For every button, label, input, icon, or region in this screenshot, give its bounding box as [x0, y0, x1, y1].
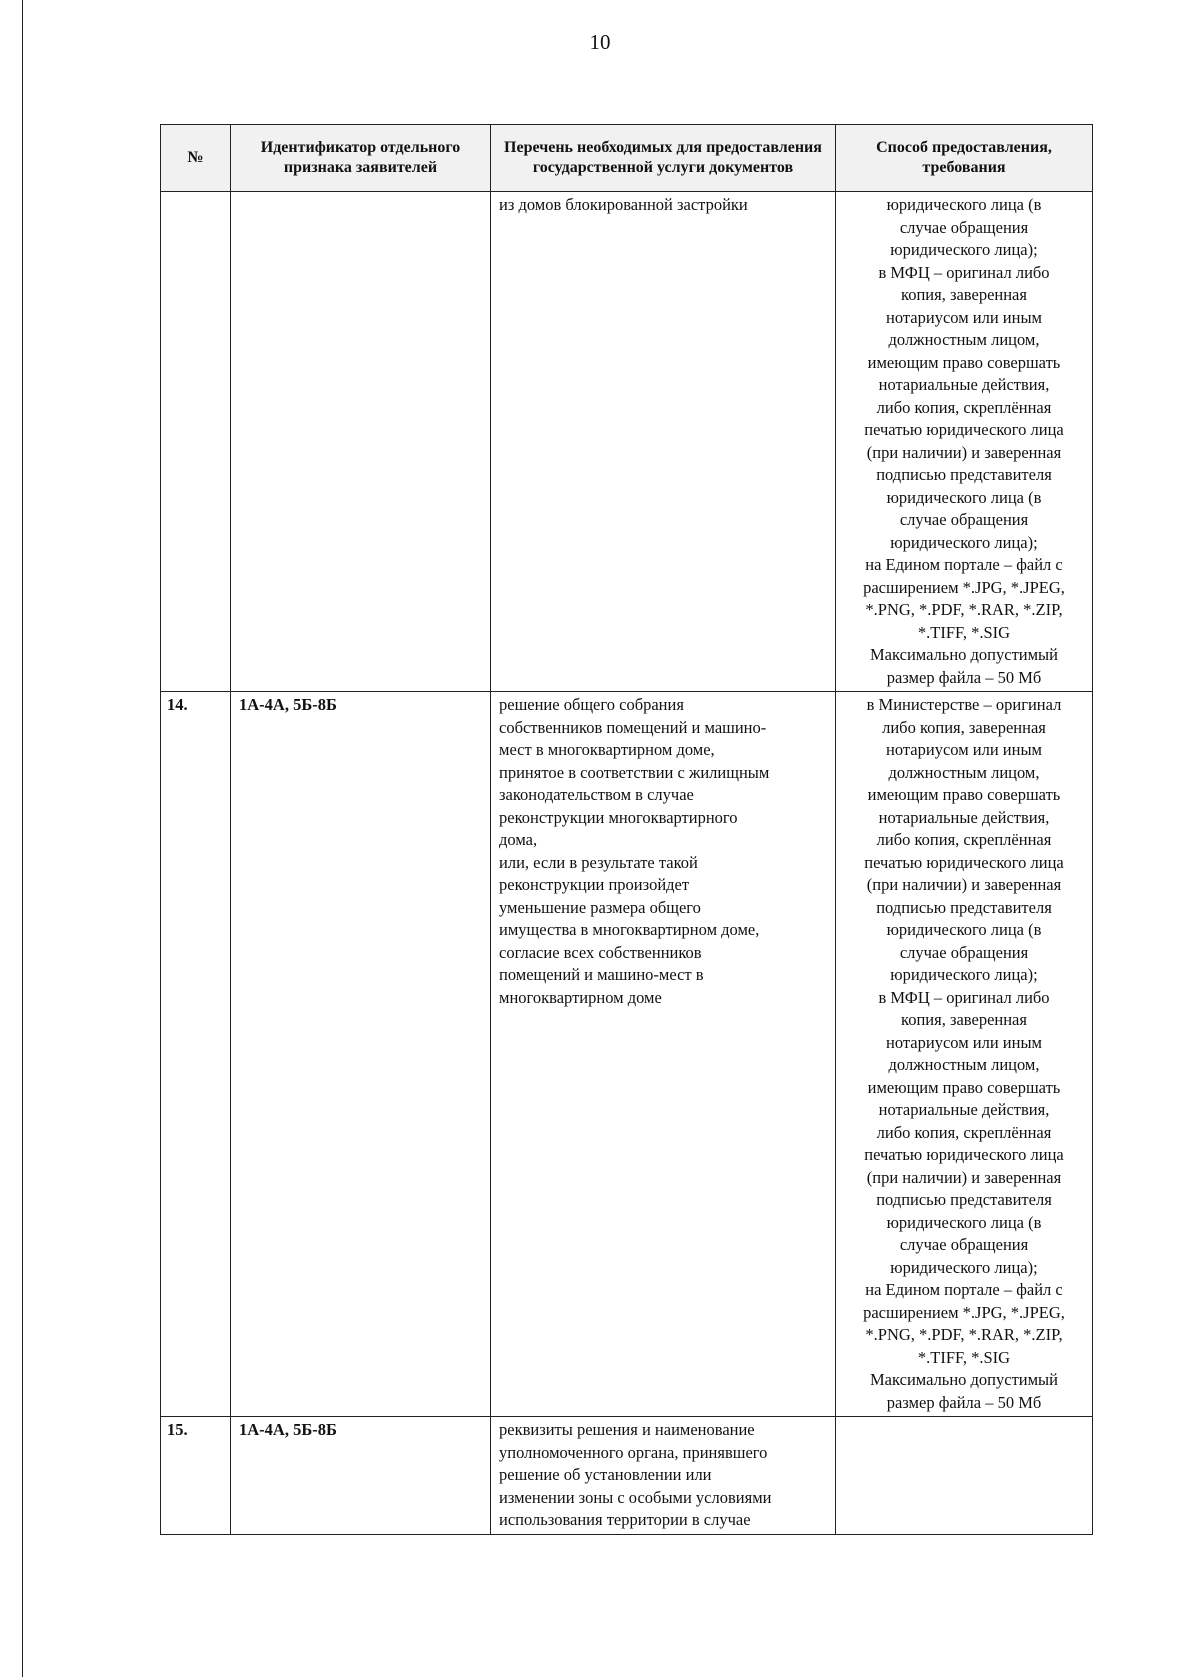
- row-method-line: юридического лица);: [890, 240, 1038, 259]
- row-method-line: случае обращения: [899, 217, 1029, 237]
- table-row: [161, 192, 1093, 692]
- row-documents-line: законодательством в случае: [499, 785, 694, 804]
- row-method-line: либо копия, скреплённая: [876, 1122, 1052, 1142]
- row-documents-line: использования территории в случае: [499, 1510, 751, 1529]
- row-method-line: имеющим право совершать: [867, 1077, 1061, 1097]
- row-documents-line: решение об установлении или: [499, 1465, 712, 1484]
- row-method-line: (при наличии) и заверенная: [866, 875, 1062, 894]
- row-method-line: имеющим право совершать: [867, 785, 1061, 804]
- row-method-line: случае обращения: [899, 1235, 1029, 1254]
- row-documents-line: помещений и машино-мест в: [499, 965, 704, 984]
- row-method-line: расширением *.JPG, *.JPEG,: [863, 577, 1065, 597]
- row-method-line: в МФЦ – оригинал либо: [878, 987, 1050, 1007]
- row-method-line: случае обращения: [899, 942, 1029, 962]
- row-method-line: Максимально допустимый: [870, 645, 1058, 664]
- row-method-line: на Едином портале – файл с: [865, 555, 1063, 574]
- row-method-line: расширением *.JPG, *.JPEG,: [863, 1302, 1065, 1322]
- row-method-line: нотариусом или иным: [886, 307, 1042, 327]
- row-method-line: юридического лица (в: [886, 920, 1042, 939]
- row-documents-line: многоквартирном доме: [499, 987, 662, 1007]
- scan-margin-line: [22, 0, 23, 1677]
- table-body: [161, 192, 1093, 1535]
- row-method-line: размер файла – 50 Мб: [886, 667, 1042, 687]
- row-documents-line: собственников помещений и машино-: [499, 717, 767, 737]
- row-documents-line: решение общего собрания: [499, 695, 684, 714]
- table-row: [161, 1417, 1093, 1535]
- row-method-line: *.TIFF, *.SIG: [917, 1347, 1011, 1367]
- row-method-line: копия, заверенная: [901, 1010, 1027, 1029]
- row-documents-line: мест в многоквартирном доме,: [499, 740, 715, 759]
- row-method-line: *.TIFF, *.SIG: [917, 622, 1011, 642]
- row-method-line: нотариальные действия,: [878, 1100, 1050, 1119]
- row-method-line: в МФЦ – оригинал либо: [878, 262, 1050, 282]
- row-method: [836, 692, 1093, 1417]
- row-method-line: *.PNG, *.PDF, *.RAR, *.ZIP,: [865, 600, 1063, 619]
- header-number: №: [161, 125, 231, 192]
- row-documents-line: согласие всех собственников: [499, 942, 702, 962]
- row-method-line: подписью представителя: [876, 465, 1052, 484]
- row-method-line: печатью юридического лица: [864, 1145, 1064, 1164]
- header-identifier: Идентификатор отдельного признака заявителей: [231, 125, 491, 192]
- row-method-line: нотариальные действия,: [878, 375, 1050, 394]
- row-documents-line: или, если в результате такой: [499, 852, 698, 872]
- table-row: [161, 692, 1093, 1417]
- row-method-line: нотариусом или иным: [886, 740, 1042, 759]
- row-method-line: подписью представителя: [876, 1190, 1052, 1209]
- row-method-line: нотариусом или иным: [886, 1032, 1042, 1052]
- row-method-line: случае обращения: [899, 510, 1029, 529]
- row-method-line: печатью юридического лица: [864, 852, 1064, 872]
- row-number: [161, 192, 231, 692]
- row-method-line: должностным лицом,: [888, 330, 1040, 349]
- row-method-line: должностным лицом,: [888, 762, 1040, 782]
- row-method: [836, 1417, 1093, 1535]
- row-method-line: (при наличии) и заверенная: [866, 1167, 1062, 1187]
- row-method-line: в Министерстве – оригинал: [866, 695, 1062, 714]
- row-method-line: Максимально допустимый: [870, 1370, 1058, 1389]
- row-method-line: юридического лица);: [890, 1257, 1038, 1277]
- row-identifier: 1А-4А, 5Б-8Б: [231, 1417, 491, 1535]
- row-method-line: на Едином портале – файл с: [865, 1280, 1063, 1299]
- row-identifier: 1А-4А, 5Б-8Б: [231, 692, 491, 1417]
- row-method-line: либо копия, заверенная: [882, 717, 1046, 737]
- row-documents: [491, 192, 836, 692]
- row-documents-line: реконструкции многоквартирного: [499, 807, 738, 827]
- row-method-line: либо копия, скреплённая: [876, 830, 1052, 849]
- row-number: 14.: [161, 692, 231, 1417]
- row-method-line: должностным лицом,: [888, 1055, 1040, 1074]
- row-documents-line: принятое в соответствии с жилищным: [499, 762, 770, 782]
- requirements-table: [160, 124, 1093, 1535]
- row-method-line: имеющим право совершать: [867, 352, 1061, 372]
- row-method-line: нотариальные действия,: [878, 807, 1050, 827]
- row-method-line: юридического лица);: [890, 965, 1038, 984]
- row-method: [836, 192, 1093, 692]
- row-number: 15.: [161, 1417, 231, 1535]
- row-documents-line: имущества в многоквартирном доме,: [499, 920, 760, 939]
- row-method-line: юридического лица (в: [886, 1212, 1042, 1232]
- row-documents: [491, 692, 836, 1417]
- table-header-row: [161, 125, 1093, 192]
- row-documents: [491, 1417, 836, 1535]
- row-identifier: [231, 192, 491, 692]
- row-method-line: копия, заверенная: [901, 285, 1027, 304]
- row-method-line: размер файла – 50 Мб: [886, 1392, 1042, 1412]
- row-documents-line: дома,: [499, 830, 538, 849]
- page-number: 10: [589, 30, 611, 54]
- row-method-line: либо копия, скреплённая: [876, 397, 1052, 417]
- row-documents-line: реквизиты решения и наименование: [499, 1420, 755, 1439]
- row-method-line: подписью представителя: [876, 897, 1052, 917]
- row-method-line: печатью юридического лица: [864, 420, 1064, 439]
- row-documents-line: уменьшение размера общего: [499, 897, 701, 917]
- row-documents-line: реконструкции произойдет: [499, 875, 690, 894]
- row-documents-line: из домов блокированной застройки: [499, 195, 748, 214]
- row-method-line: юридического лица);: [890, 532, 1038, 552]
- header-documents: Перечень необходимых для предоставления государственной услуги документов: [491, 125, 836, 192]
- row-documents-line: уполномоченного органа, принявшего: [499, 1442, 768, 1462]
- row-method-line: юридического лица (в: [886, 195, 1042, 214]
- header-method: Способ предоставления, требования: [836, 125, 1093, 192]
- row-documents-line: изменении зоны с особыми условиями: [499, 1487, 772, 1507]
- row-method-line: (при наличии) и заверенная: [866, 442, 1062, 462]
- row-method-line: юридического лица (в: [886, 487, 1042, 507]
- row-method-line: *.PNG, *.PDF, *.RAR, *.ZIP,: [865, 1325, 1063, 1344]
